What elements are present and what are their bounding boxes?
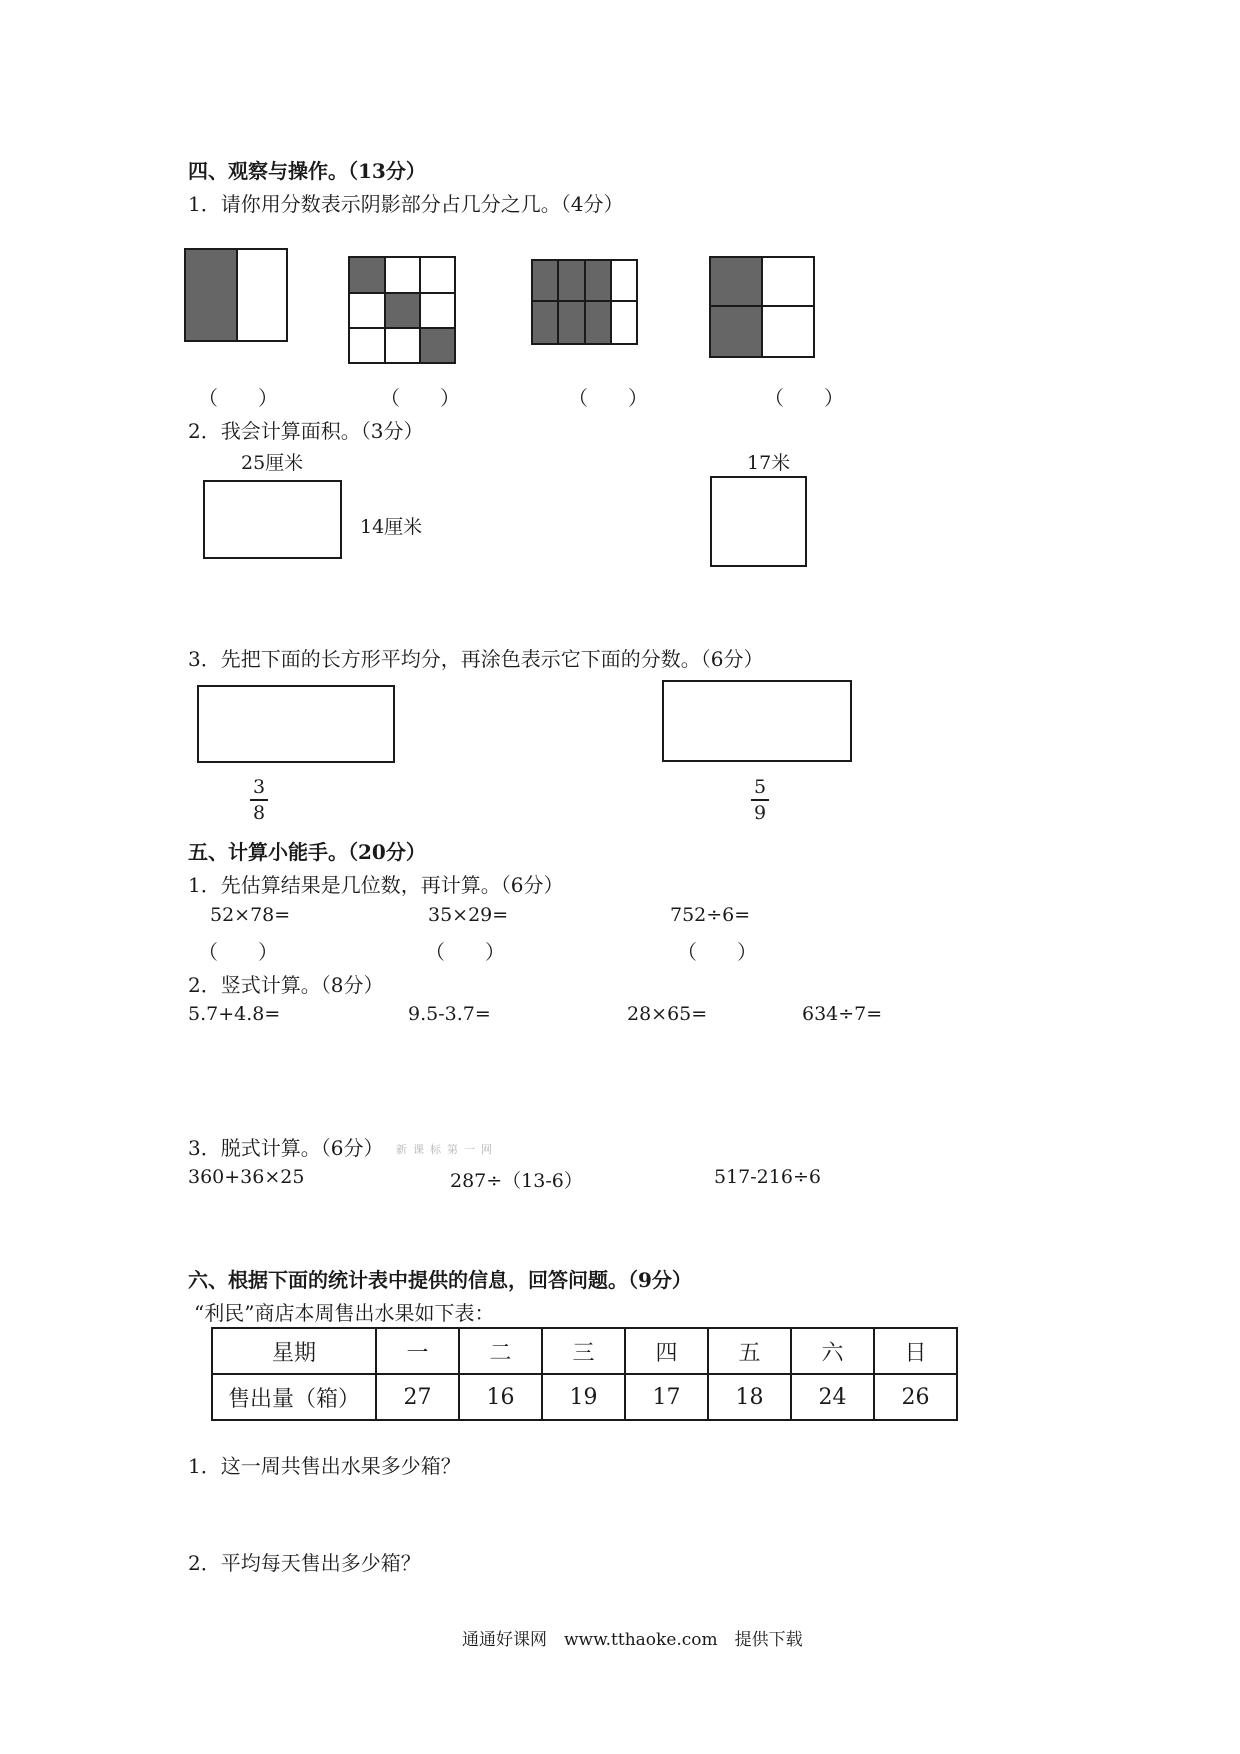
question-4-2: 2．我会计算面积。（3分）	[188, 419, 424, 443]
stepwise-calc-2: 287÷（13-6）	[450, 1170, 583, 1192]
question-5-3: 3．脱式计算。（6分）	[188, 1136, 384, 1160]
question-6-2: 2．平均每天售出多少箱？	[188, 1551, 421, 1575]
vertical-calc-4: 634÷7=	[802, 1003, 883, 1025]
stepwise-calc-1: 360+36×25	[188, 1166, 305, 1188]
area-square	[710, 476, 807, 567]
table-value-cell: 19	[542, 1374, 625, 1420]
table-value-cell: 24	[791, 1374, 874, 1420]
section-4-title: 四、观察与操作。（13分）	[188, 159, 426, 183]
answer-blank-2[interactable]: （ ）	[380, 386, 460, 410]
estimate-blank-2[interactable]: （ ）	[425, 940, 505, 964]
vertical-calc-3: 28×65=	[627, 1003, 708, 1025]
section-5-title: 五、计算小能手。（20分）	[188, 840, 426, 864]
answer-blank-1[interactable]: （ ）	[198, 386, 278, 410]
question-4-3: 3．先把下面的长方形平均分，再涂色表示它下面的分数。（6分）	[188, 647, 764, 671]
table-day-cell: 六	[791, 1328, 874, 1374]
table-day-cell: 日	[874, 1328, 957, 1374]
fraction-5-9	[745, 776, 775, 824]
estimate-expr-3: 752÷6=	[670, 904, 751, 926]
table-row	[212, 1374, 957, 1420]
table-intro: “利民”商店本周售出水果如下表：	[194, 1301, 495, 1325]
question-4-1: 1．请你用分数表示阴影部分占几分之几。（4分）	[188, 192, 624, 216]
estimate-expr-1: 52×78=	[210, 904, 291, 926]
estimate-blank-3[interactable]: （ ）	[677, 940, 757, 964]
table-day-cell: 三	[542, 1328, 625, 1374]
watermark: 新课标第一网	[396, 1143, 498, 1156]
section-6-title: 六、根据下面的统计表中提供的信息，回答问题。（9分）	[188, 1268, 692, 1292]
table-value-cell: 18	[708, 1374, 791, 1420]
table-day-cell: 二	[459, 1328, 542, 1374]
table-header-cell: 售出量（箱）	[212, 1374, 376, 1420]
sales-table	[211, 1327, 958, 1421]
table-row	[212, 1328, 957, 1374]
table-day-cell: 一	[376, 1328, 459, 1374]
fraction-rectangle-2	[662, 680, 852, 762]
fraction-denominator: 8	[252, 801, 266, 824]
estimate-blank-1[interactable]: （ ）	[198, 940, 278, 964]
table-value-cell: 26	[874, 1374, 957, 1420]
fraction-rectangle-1	[197, 685, 395, 763]
table-day-cell: 四	[625, 1328, 708, 1374]
answer-blank-3[interactable]: （ ）	[568, 386, 648, 410]
table-day-cell: 五	[708, 1328, 791, 1374]
footer-credit: 通通好课网 www.tthaoke.com 提供下载	[462, 1630, 803, 1650]
table-header-cell: 星期	[212, 1328, 376, 1374]
question-6-1: 1．这一周共售出水果多少箱？	[188, 1454, 461, 1478]
fraction-denominator: 9	[753, 801, 767, 824]
estimate-expr-2: 35×29=	[428, 904, 509, 926]
table-value-cell: 17	[625, 1374, 708, 1420]
vertical-calc-1: 5.7+4.8=	[188, 1003, 281, 1025]
fraction-numerator: 5	[753, 776, 767, 798]
question-5-1: 1．先估算结果是几位数，再计算。（6分）	[188, 873, 564, 897]
square-side-label: 17米	[747, 452, 791, 474]
table-value-cell: 27	[376, 1374, 459, 1420]
vertical-calc-2: 9.5-3.7=	[408, 1003, 491, 1025]
stepwise-calc-3: 517-216÷6	[714, 1166, 821, 1188]
table-value-cell: 16	[459, 1374, 542, 1420]
area-rectangle	[203, 480, 342, 559]
answer-blank-4[interactable]: （ ）	[764, 386, 844, 410]
question-5-2: 2．竖式计算。（8分）	[188, 973, 384, 997]
fraction-numerator: 3	[252, 776, 266, 798]
fraction-3-8	[244, 776, 274, 824]
rect-width-label: 25厘米	[241, 452, 304, 474]
rect-height-label: 14厘米	[360, 516, 423, 538]
